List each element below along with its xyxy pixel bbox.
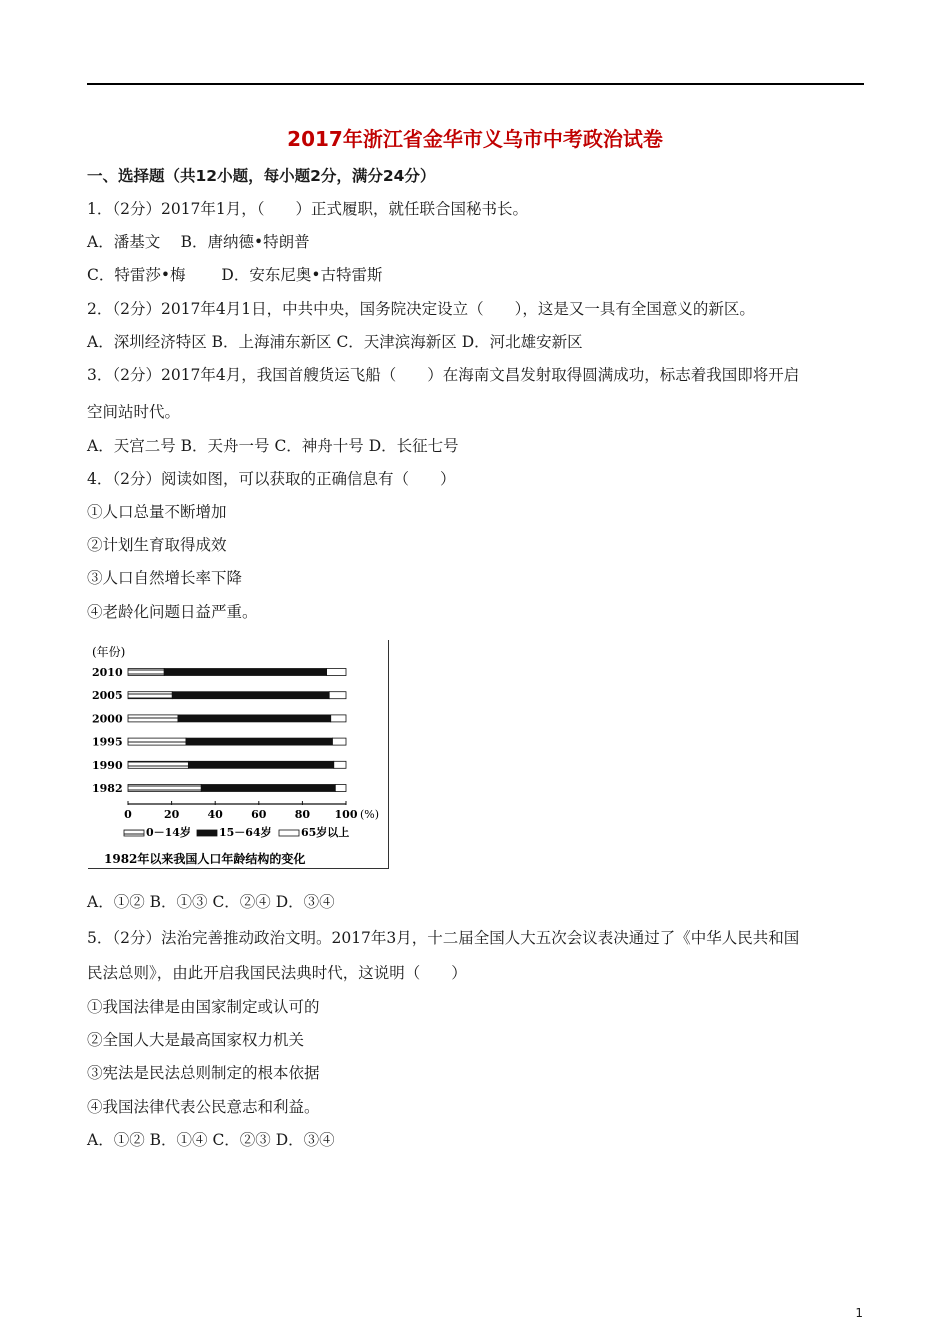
chart-year-label: 1982 xyxy=(92,782,123,795)
chart-bar-segment xyxy=(332,738,346,745)
q5-options: A．①② B．①④ C．②③ D．③④ xyxy=(87,1131,335,1149)
chart-bar-segment xyxy=(128,785,201,792)
q3-stem-line2: 空间站时代。 xyxy=(87,403,181,421)
chart-bar-segment xyxy=(329,692,346,699)
chart-legend-swatch xyxy=(197,830,217,836)
chart-legend-label: 0－14岁 xyxy=(146,826,191,839)
q5-stem-line2: 民法总则》，由此开启我国民法典时代，这说明（ ） xyxy=(87,964,467,982)
q5-statement-3: ③宪法是民法总则制定的根本依据 xyxy=(87,1064,320,1082)
chart-x-tick-label: 0 xyxy=(124,808,132,821)
chart-year-label: 1995 xyxy=(92,735,123,749)
chart-bar-segment xyxy=(201,785,335,792)
chart-y-axis-label: (年份) xyxy=(92,645,126,659)
q5-statement-4: ④我国法律代表公民意志和利益。 xyxy=(87,1098,320,1116)
q4-statement-2: ②计划生育取得成效 xyxy=(87,536,227,554)
q1-options-ab: A．潘基文 B．唐纳德•特朗普 xyxy=(87,233,310,251)
chart-x-tick-label: 60 xyxy=(251,808,267,821)
q4-statement-3: ③人口自然增长率下降 xyxy=(87,569,243,587)
q2-options: A．深圳经济特区 B．上海浦东新区 C．天津滨海新区 D．河北雄安新区 xyxy=(87,333,583,351)
chart-bar-segment xyxy=(172,692,329,699)
chart-x-tick-label: 40 xyxy=(207,808,223,821)
chart-year-label: 1990 xyxy=(92,758,123,772)
q4-statement-1: ①人口总量不断增加 xyxy=(87,503,227,521)
chart-svg xyxy=(88,640,388,868)
chart-bar-segment xyxy=(331,715,346,722)
q3-stem-line1: 3．（2分）2017年4月，我国首艘货运飞船（ ）在海南文昌发射取得圆满成功，标志着我国即将开启 xyxy=(87,366,800,384)
q5-stem-line1: 5．（2分）法治完善推动政治文明。2017年3月，十二届全国人大五次会议表决通过了《中华人民共和国 xyxy=(87,929,800,947)
q5-statement-1: ①我国法律是由国家制定或认可的 xyxy=(87,998,320,1016)
chart-bar-segment xyxy=(335,785,346,792)
chart-x-unit-label: (%) xyxy=(360,808,380,821)
chart-x-tick-label: 80 xyxy=(294,808,311,821)
header-rule xyxy=(87,83,864,85)
chart-year-label: 2000 xyxy=(92,712,123,726)
chart-bar-segment xyxy=(178,715,331,722)
chart-legend-swatch xyxy=(124,830,144,836)
q3-options: A．天宫二号 B．天舟一号 C．神舟十号 D．长征七号 xyxy=(87,437,459,455)
chart-legend-swatch xyxy=(279,830,299,836)
q5-statement-2: ②全国人大是最高国家权力机关 xyxy=(87,1031,305,1049)
q4-options: A．①② B．①③ C．②④ D．③④ xyxy=(87,893,335,911)
chart-bar-segment xyxy=(128,738,186,745)
chart-title: 1982年以来我国人口年龄结构的变化 xyxy=(104,852,306,866)
q2-stem: 2．（2分）2017年4月1日，中共中央，国务院决定设立（ ），这是又一具有全国意义的新区。 xyxy=(87,300,755,318)
chart-bar-segment xyxy=(128,692,172,699)
chart-legend-label: 15－64岁 xyxy=(219,826,272,839)
section-heading: 一、选择题（共12小题，每小题2分，满分24分） xyxy=(87,167,436,185)
q4-statement-4: ④老龄化问题日益严重。 xyxy=(87,603,258,621)
page-number: 1 xyxy=(855,1306,863,1320)
chart-bar-segment xyxy=(334,761,346,768)
q1-stem: 1．（2分）2017年1月，（ ）正式履职，就任联合国秘书长。 xyxy=(87,200,529,218)
chart-x-tick-label: 20 xyxy=(163,808,180,821)
q4-stem: 4．（2分）阅读如图，可以获取的正确信息有（ ） xyxy=(87,470,456,488)
population-age-chart xyxy=(88,640,389,869)
chart-legend-label: 65岁以上 xyxy=(301,826,350,839)
chart-year-label: 2005 xyxy=(92,689,123,703)
chart-bar-segment xyxy=(186,738,332,745)
exam-title: 2017年浙江省金华市义乌市中考政治试卷 xyxy=(287,127,663,151)
chart-bar-segment xyxy=(164,669,326,676)
chart-year-label: 2010 xyxy=(92,666,123,679)
chart-bar-segment xyxy=(128,761,188,768)
chart-bar-segment xyxy=(128,669,164,676)
chart-bar-segment xyxy=(327,669,346,676)
chart-x-tick-label: 100 xyxy=(334,808,358,821)
chart-bar-segment xyxy=(188,761,333,768)
q1-options-cd: C．特雷莎•梅 D．安东尼奥•古特雷斯 xyxy=(87,266,383,284)
chart-bar-segment xyxy=(128,715,178,722)
